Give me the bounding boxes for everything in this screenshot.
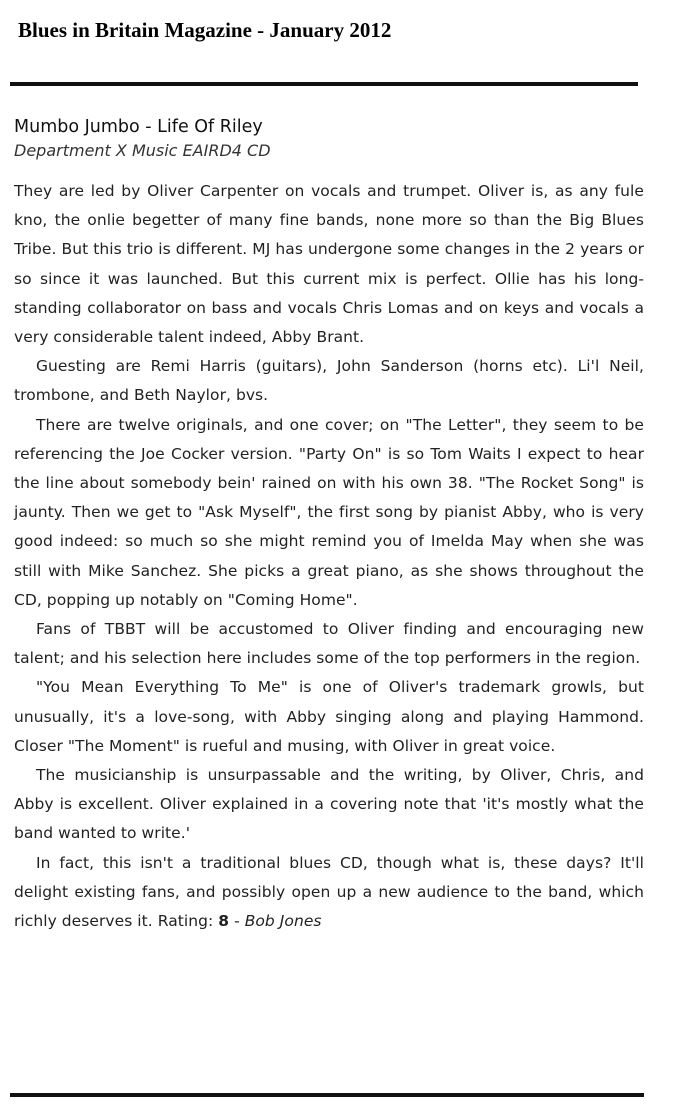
magazine-masthead: Blues in Britain Magazine - January 2012 bbox=[18, 18, 392, 42]
review-paragraph-2: Guesting are Remi Harris (guitars), John Sanderson (horns etc). Li'l Neil, trombone, and Beth Naylor, bvs. bbox=[14, 357, 644, 405]
review-paragraph-1: They are led by Oliver Carpenter on vocals and trumpet. Oliver is, as any fule kno, the onlie begetter of many fine bands, none more so than the Big Blues Tribe. But this trio is different. MJ has undergone some changes in the 2 years or so since it was launched. But this current mix is perfect. Ollie has his long-standing collaborator on bass and vocals Chris Lomas and on keys and vocals a very considerable talent indeed, Abby Brant. bbox=[14, 182, 644, 347]
reviewer-name: Bob Jones bbox=[244, 912, 322, 931]
top-divider-rule bbox=[10, 82, 638, 86]
review-paragraph-6: The musicianship is unsurpassable and the writing, by Oliver, Chris, and Abby is excellent. Oliver explained in a covering note that 'it's mostly what the band wanted to write.' bbox=[14, 766, 644, 843]
review-paragraph-final bbox=[14, 849, 644, 937]
review-final-text: In fact, this isn't a traditional blues CD, though what is, these days? It'll delight existing fans, and possibly open up a new audience to the band, which richly deserves it. Rating: bbox=[14, 853, 644, 931]
review-paragraph-4: Fans of TBBT will be accustomed to Oliver finding and encouraging new talent; and his selection here includes some of the top performers in the region. bbox=[14, 620, 644, 668]
review-paragraph-3: There are twelve originals, and one cover; on "The Letter", they seem to be referencing the Joe Cocker version. "Party On" is so Tom Waits I expect to hear the line about somebody bein' rained on with his own 38. "The Rocket Song" is jaunty. Then we get to "Ask Myself", the first song by pianist Abby, who is very good indeed: so much so she might remind you of Imelda May when she was still with Mike Sanchez. She picks a great piano, as she shows throughout the CD, popping up notably on "Coming Home". bbox=[14, 415, 644, 609]
review-title: Mumbo Jumbo - Life Of Riley bbox=[14, 117, 263, 137]
release-label-info: Department X Music EAIRD4 CD bbox=[14, 141, 271, 160]
byline-separator: - bbox=[229, 912, 245, 931]
review-paragraph-5: "You Mean Everything To Me" is one of Oliver's trademark growls, but unusually, it's a love-song, with Abby singing along and playing Hammond. Closer "The Moment" is rueful and musing, with Oliver in great voice. bbox=[14, 678, 644, 755]
album-review-article bbox=[14, 115, 644, 936]
bottom-divider-rule bbox=[10, 1093, 644, 1097]
rating-value: 8 bbox=[218, 912, 230, 931]
